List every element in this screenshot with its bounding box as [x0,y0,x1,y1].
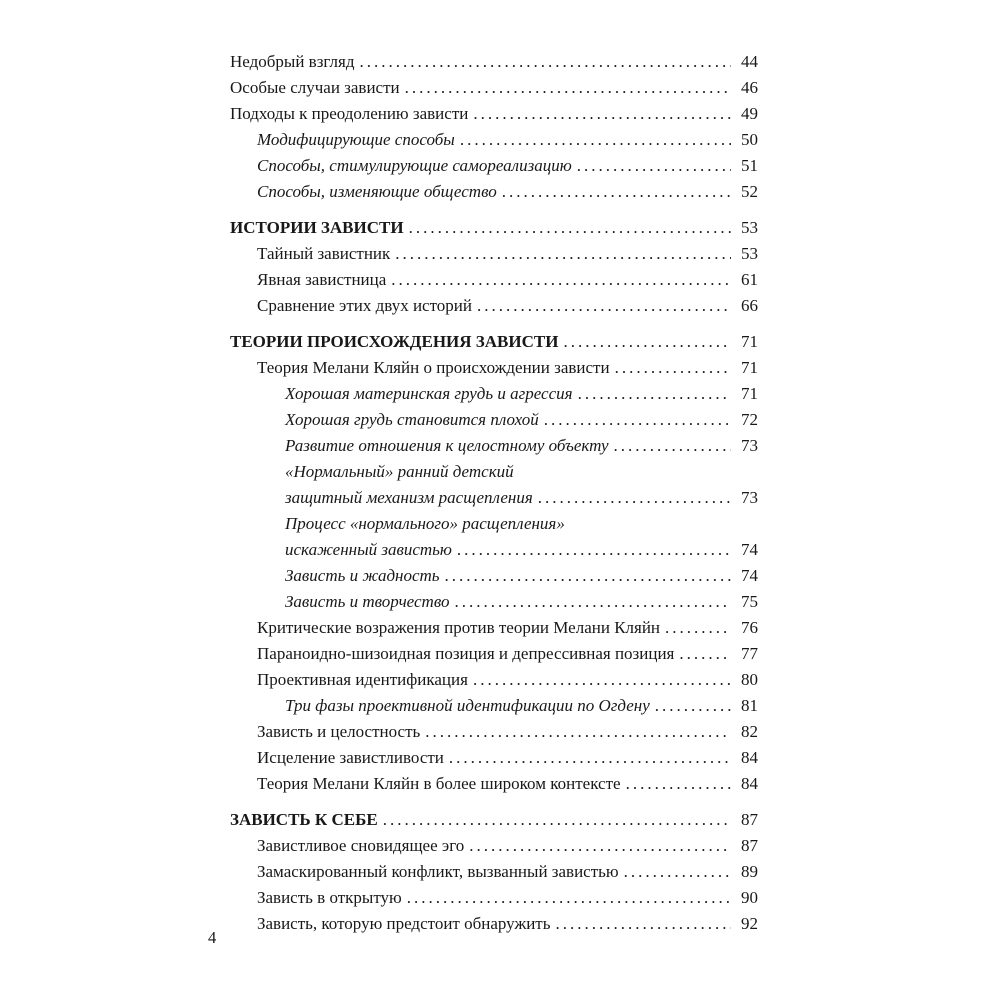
toc-entry-page-number: 75 [741,592,758,611]
toc-entry-title: Способы, стимулирующие самореализацию [257,156,572,175]
toc-entry [230,433,758,459]
toc-entry-row [257,911,758,937]
toc-entry [230,179,758,205]
toc-entry-title: Хорошая грудь становится плохой [285,410,539,429]
toc-entry [230,859,758,885]
toc-leader-dots [502,179,731,205]
toc-entry [230,75,758,101]
toc-entry-row [230,329,758,355]
toc-entry-title: Зависть, которую предстоит обнаружить [257,914,551,933]
toc-entry-row [257,153,758,179]
toc-entry-page-number: 84 [741,774,758,793]
toc-section-entry [230,807,758,833]
toc [230,49,758,937]
toc-entry-page-number: 72 [741,410,758,429]
toc-entry-row [285,589,758,615]
toc-entry-row [257,127,758,153]
toc-entry-row [257,719,758,745]
toc-entry [230,459,758,511]
toc-entry-row [257,859,758,885]
toc-entry-page-number: 77 [741,644,758,663]
toc-entry-title: Замаскированный конфликт, вызванный завистью [257,862,619,881]
toc-entry-row [230,101,758,127]
toc-entry-page-number: 53 [741,244,758,263]
toc-section-entry [230,215,758,241]
toc-entry-row [285,485,758,511]
toc-entry [230,615,758,641]
toc-entry-page-number: 73 [741,436,758,455]
toc-entry-row [230,75,758,101]
toc-entry-row [257,667,758,693]
toc-entry-title: Тайный завистник [257,244,391,263]
toc-leader-dots [454,589,731,615]
toc-entry-title: Завистливое сновидящее эго [257,836,465,855]
toc-entry-page-number: 87 [741,836,758,855]
toc-entry-title: ЗАВИСТЬ К СЕБЕ [230,810,378,829]
toc-leader-dots [407,885,731,911]
toc-entry-row [285,381,758,407]
toc-entry-title: Зависть в открытую [257,888,402,907]
toc-leader-dots [577,153,731,179]
toc-entry-title: Зависть и жадность [285,566,440,585]
toc-leader-dots [395,241,731,267]
toc-leader-dots [626,771,731,797]
toc-entry-row [257,641,758,667]
toc-entry-page-number: 61 [741,270,758,289]
toc-leader-dots [614,433,731,459]
toc-entry-row [285,433,758,459]
toc-leader-dots [425,719,731,745]
toc-entry-title: Исцеление завистливости [257,748,444,767]
toc-leader-dots [578,381,731,407]
toc-leader-dots [391,267,731,293]
toc-leader-dots [457,537,731,563]
toc-entry-row [285,537,758,563]
toc-entry-title: ИСТОРИИ ЗАВИСТИ [230,218,404,237]
toc-entry-title-line: Процесс «нормального» расщепления» [285,514,565,533]
toc-entry-row [230,49,758,75]
page-number-footer: 4 [208,928,217,947]
toc-entry-title: Подходы к преодолению зависти [230,104,469,123]
toc-entry [230,589,758,615]
toc-entry-title: Хорошая материнская грудь и агрессия [285,384,573,403]
toc-leader-dots [460,127,731,153]
toc-entry-page-number: 71 [741,384,758,403]
toc-entry-row [285,693,758,719]
toc-entry-page-number: 84 [741,748,758,767]
toc-entry-row [257,179,758,205]
toc-leader-dots [477,293,731,319]
toc-entry-page-number: 90 [741,888,758,907]
toc-leader-dots [409,215,731,241]
toc-entry-page-number: 82 [741,722,758,741]
toc-entry-page-number: 89 [741,862,758,881]
toc-entry-title: Параноидно-шизоидная позиция и депрессивная позиция [257,644,675,663]
toc-leader-dots [359,49,731,75]
toc-entry-row [230,215,758,241]
toc-leader-dots [615,355,731,381]
toc-entry [230,49,758,75]
toc-section-entry [230,329,758,355]
toc-entry [230,381,758,407]
toc-entry [230,745,758,771]
toc-entry [230,101,758,127]
toc-entry-page-number: 44 [741,52,758,71]
toc-entry-row [257,293,758,319]
toc-leader-dots [449,745,731,771]
toc-entry [230,511,758,563]
toc-entry-title: Теория Мелани Кляйн о происхождении зависти [257,358,610,377]
toc-entry-row [257,267,758,293]
toc-entry-page-number: 87 [741,810,758,829]
toc-leader-dots [383,807,731,833]
toc-leader-dots [679,641,731,667]
toc-entry-title: искаженный завистью [285,540,452,559]
toc-entry-row [257,833,758,859]
toc-entry-title: Зависть и творчество [285,592,450,611]
toc-leader-dots [469,833,731,859]
toc-entry-page-number: 80 [741,670,758,689]
toc-entry [230,641,758,667]
toc-leader-dots [555,911,731,937]
toc-entry-row [257,745,758,771]
toc-leader-dots [563,329,731,355]
toc-leader-dots [473,101,731,127]
toc-entry-page-number: 73 [741,488,758,507]
toc-entry [230,153,758,179]
toc-entry-row [257,885,758,911]
toc-entry-title: Сравнение этих двух историй [257,296,473,315]
toc-entry [230,267,758,293]
toc-entry [230,771,758,797]
toc-entry-page-number: 71 [741,358,758,377]
toc-leader-dots [473,667,731,693]
toc-entry-title: ТЕОРИИ ПРОИСХОЖДЕНИЯ ЗАВИСТИ [230,332,559,351]
toc-entry-page-number: 74 [741,566,758,585]
toc-entry [230,407,758,433]
toc-entry-page-number: 71 [741,332,758,351]
toc-entry-title: Три фазы проективной идентификации по Огдену [285,696,650,715]
toc-leader-dots [665,615,731,641]
toc-entry-page-number: 53 [741,218,758,237]
toc-entry-page-number: 81 [741,696,758,715]
toc-entry-row [257,771,758,797]
toc-entry [230,911,758,937]
toc-entry-page-number: 92 [741,914,758,933]
toc-entry-row [230,807,758,833]
toc-entry-title: Явная завистница [257,270,387,289]
toc-leader-dots [655,693,731,719]
toc-entry-page-number: 52 [741,182,758,201]
toc-entry-title: Критические возражения против теории Мелани Кляйн [257,618,661,637]
toc-entry-page-number: 76 [741,618,758,637]
toc-entry-title: Недобрый взгляд [230,52,355,71]
toc-entry-row [257,241,758,267]
toc-entry-title: Модифицирующие способы [257,130,455,149]
toc-entry-page-number: 74 [741,540,758,559]
toc-entry-title: защитный механизм расщепления [285,488,533,507]
toc-entry [230,667,758,693]
toc-entry-page-number: 66 [741,296,758,315]
toc-entry-title: Зависть и целостность [257,722,421,741]
toc-leader-dots [624,859,731,885]
toc-entry [230,293,758,319]
toc-entry [230,355,758,381]
toc-entry-title-line: «Нормальный» ранний детский [285,462,514,481]
toc-entry-row [257,355,758,381]
toc-entry [230,563,758,589]
toc-entry-row [257,615,758,641]
toc-entry [230,127,758,153]
toc-entry [230,241,758,267]
toc-entry-title: Способы, изменяющие общество [257,182,497,201]
toc-entry-title: Развитие отношения к целостному объекту [285,436,609,455]
toc-leader-dots [445,563,731,589]
toc-leader-dots [544,407,731,433]
toc-entry [230,885,758,911]
toc-entry-row [285,563,758,589]
toc-entry-title: Теория Мелани Кляйн в более широком контексте [257,774,621,793]
toc-leader-dots [538,485,731,511]
toc-entry [230,719,758,745]
toc-entry-row [285,407,758,433]
toc-entry-title: Особые случаи зависти [230,78,400,97]
toc-entry-page-number: 46 [741,78,758,97]
toc-entry-page-number: 50 [741,130,758,149]
toc-entry [230,693,758,719]
toc-entry-page-number: 49 [741,104,758,123]
toc-entry-page-number: 51 [741,156,758,175]
toc-entry [230,833,758,859]
toc-leader-dots [405,75,731,101]
toc-entry-title: Проективная идентификация [257,670,468,689]
